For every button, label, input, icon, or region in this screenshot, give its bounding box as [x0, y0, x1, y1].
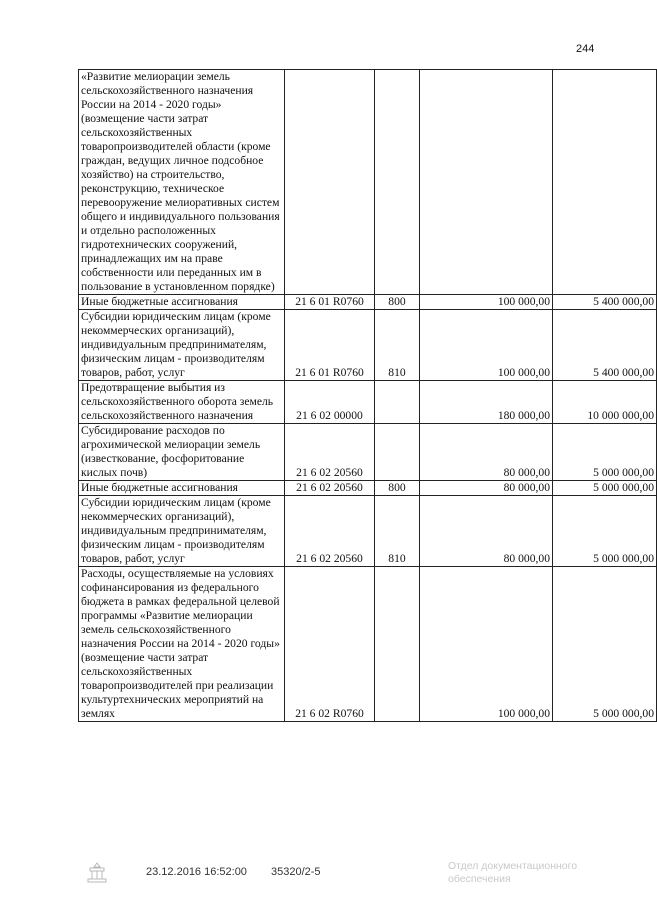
row-expense-type: 800: [375, 481, 420, 496]
table-row: [79, 295, 657, 310]
table-row: [79, 381, 657, 424]
row-name: Иные бюджетные ассигнования: [79, 295, 285, 310]
row-sum-2: 5 000 000,00: [553, 481, 657, 496]
row-sum-1: 80 000,00: [420, 424, 553, 481]
table-row: [79, 496, 657, 567]
row-expense-type: [375, 567, 420, 722]
row-code: 21 6 01 R0760: [285, 295, 375, 310]
row-expense-type: [375, 70, 420, 295]
row-sum-2: [553, 70, 657, 295]
emblem-icon: [84, 860, 110, 886]
row-expense-type: 810: [375, 496, 420, 567]
row-code: 21 6 02 R0760: [285, 567, 375, 722]
row-sum-2: 10 000 000,00: [553, 381, 657, 424]
table-row: [79, 310, 657, 381]
row-sum-1: 180 000,00: [420, 381, 553, 424]
row-name: Расходы, осуществляемые на условиях софинансирования из федерального бюджета в рамках федеральной целевой программы «Развитие мелиорации земель сельскохозяйственного назначения России на 2014 - 2020 годы» (возмещение части затрат сельскохозяйственных товаропроизводителей при реализации культуртехнических мероприятий на землях: [79, 567, 285, 722]
row-code: 21 6 02 20560: [285, 496, 375, 567]
row-sum-2: 5 000 000,00: [553, 496, 657, 567]
page-number: 244: [576, 43, 595, 55]
budget-table: [78, 69, 657, 722]
row-sum-2: 5 000 000,00: [553, 567, 657, 722]
row-expense-type: 810: [375, 310, 420, 381]
row-sum-1: [420, 70, 553, 295]
table-row: [79, 70, 657, 295]
row-name: Субсидии юридическим лицам (кроме некоммерческих организаций), индивидуальным предпринимателям, физическим лицам - производителям товаров, работ, услуг: [79, 496, 285, 567]
footer-datetime: 23.12.2016 16:52:00: [146, 866, 247, 878]
row-expense-type: [375, 381, 420, 424]
row-sum-1: 100 000,00: [420, 310, 553, 381]
row-name: Предотвращение выбытия из сельскохозяйственного оборота земель сельскохозяйственного назначения: [79, 381, 285, 424]
row-expense-type: 800: [375, 295, 420, 310]
row-code: 21 6 02 20560: [285, 481, 375, 496]
row-code: [285, 70, 375, 295]
row-code: 21 6 02 00000: [285, 381, 375, 424]
row-sum-1: 100 000,00: [420, 295, 553, 310]
row-expense-type: [375, 424, 420, 481]
row-sum-1: 100 000,00: [420, 567, 553, 722]
row-sum-1: 80 000,00: [420, 496, 553, 567]
row-name: Иные бюджетные ассигнования: [79, 481, 285, 496]
row-code: 21 6 02 20560: [285, 424, 375, 481]
row-name: «Развитие мелиорации земель сельскохозяйственного назначения России на 2014 - 2020 годы» (возмещение части затрат сельскохозяйственных товаропроизводителей области (кроме граждан, ведущих личное подсобное хозяйство) на строительство, реконструкцию, техническое перевооружение мелиоративных систем общего и индивидуального пользования и отдельно расположенных гидротехнических сооружений, принадлежащих им на праве собственности или переданных им в пользование в установленном порядке): [79, 70, 285, 295]
row-sum-1: 80 000,00: [420, 481, 553, 496]
table-row: [79, 567, 657, 722]
row-name: Субсидирование расходов по агрохимической мелиорации земель (известкование, фосфоритование кислых почв): [79, 424, 285, 481]
row-sum-2: 5 000 000,00: [553, 424, 657, 481]
footer-doc-number: 35320/2-5: [271, 866, 321, 878]
row-code: 21 6 01 R0760: [285, 310, 375, 381]
row-sum-2: 5 400 000,00: [553, 295, 657, 310]
footer-watermark: Отдел документационного обеспечения: [448, 860, 578, 885]
row-name: Субсидии юридическим лицам (кроме некоммерческих организаций), индивидуальным предпринимателям, физическим лицам - производителям товаров, работ, услуг: [79, 310, 285, 381]
row-sum-2: 5 400 000,00: [553, 310, 657, 381]
table-row: [79, 424, 657, 481]
page-footer: [0, 860, 640, 890]
table-row: [79, 481, 657, 496]
